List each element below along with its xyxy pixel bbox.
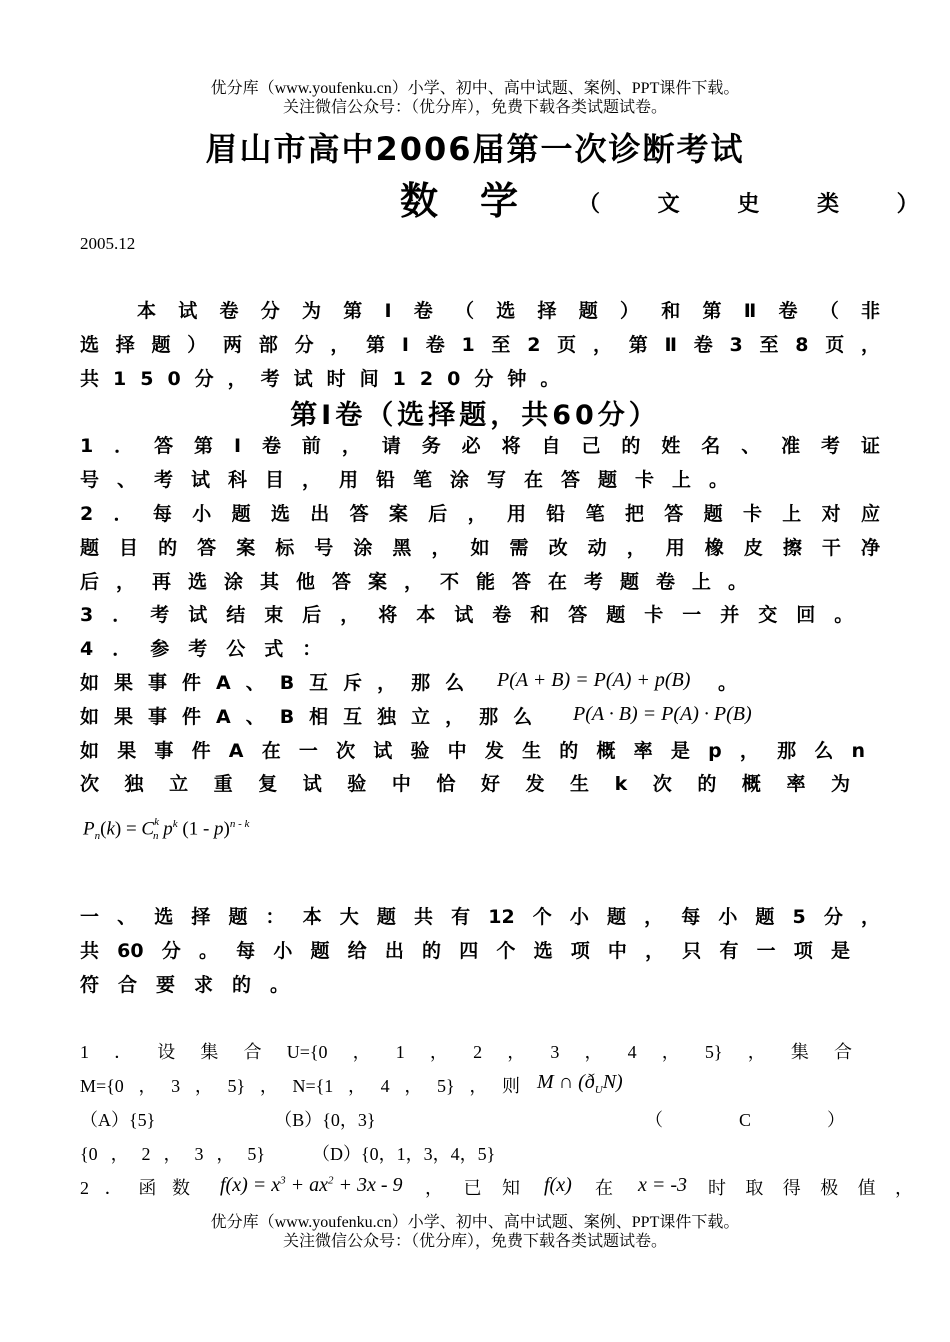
q2-text-4: 时取得极值，: [708, 1178, 913, 1198]
formula-1: P(A + B) = P(A) + p(B): [497, 669, 691, 691]
q1-option-c-value: {0，2，3，5}: [80, 1144, 265, 1164]
exam-subject-type: （ 文 史 类 ）: [578, 192, 944, 217]
page-header-line1: 优分库（www.youfenku.cn）小学、初中、高中试题、案例、PPT课件下载。: [210, 80, 740, 97]
q1-stem-line-2: M={0，3，5}，N={1，4，5}，则: [80, 1076, 520, 1096]
note-2a: 2．每小题选出答案后，用铅笔把答题卡上对应: [80, 503, 880, 525]
q2-text-2: ，已知: [425, 1178, 520, 1198]
page-footer-line1: 优分库（www.youfenku.cn）小学、初中、高中试题、案例、PPT课件下载。: [210, 1214, 740, 1231]
q1-formula: M ∩ $(ð_UN)$: [537, 1071, 623, 1096]
note-1b: 号、考试科目，用铅笔涂写在答题卡上。: [80, 469, 747, 491]
formula-1-end: 。: [718, 672, 738, 694]
page-footer-line2: 关注微信公众号：（优分库），免费下载各类试题试卷。: [282, 1233, 667, 1250]
q2-text-1: 函数: [138, 1178, 191, 1198]
part-1-line-1: 一、选择题：本大题共有12个小题，每小题5分，: [80, 906, 880, 928]
formula-3-line-1: 如果事件A在一次试验中发生的概率是p，那么n: [80, 740, 865, 762]
formula-2: P(A · B) = P(A) · P(B): [573, 703, 752, 725]
intro-line-3: 共150分，考试时间120分钟。: [80, 368, 574, 390]
q1-option-a: （A）{5}: [80, 1110, 156, 1130]
note-3: 3．考试结束后，将本试卷和答题卡一并交回。: [80, 604, 873, 626]
formula-3-line-2: 次独立重复试验中恰好发生k次的概率为: [80, 773, 850, 795]
section-1-title: 第Ⅰ卷（选择题，共60分）: [290, 400, 660, 431]
note-4: 4．参考公式：: [80, 638, 341, 660]
q1-option-c: （C）: [645, 1110, 845, 1130]
intro-line-1: 本试卷分为第Ⅰ卷（选择题）和第Ⅱ卷（非: [137, 300, 880, 322]
q1-options-ab: [80, 1108, 420, 1132]
page-header-line2: 关注微信公众号：（优分库），免费下载各类试题试卷。: [282, 99, 667, 116]
exam-title: 眉山市高中2006届第一次诊断考试: [205, 130, 745, 168]
formula-1-text: 如果事件A、B互斥，那么: [80, 672, 480, 694]
q1-option-d: （D）{0，1，3，4，5}: [312, 1144, 496, 1164]
part-1-line-2: 共60分。每小题给出的四个选项中，只有一项是: [80, 940, 850, 962]
q2-condition: x = -3: [638, 1174, 688, 1196]
note-1a: 1．答第Ⅰ卷前，请务必将自己的姓名、准考证: [80, 435, 880, 457]
note-2c: 后，再选涂其他答案，不能答在考题卷上。: [80, 571, 765, 593]
formula-3: $P_n(k) = C^k_n$ $p^k$ (1 - p)$^{n - k}$: [83, 816, 250, 843]
q2-lead: [80, 1176, 190, 1200]
q1-stem-line-1: 1．设集合U={0，1，2，3，4，5}，集合: [80, 1042, 852, 1062]
q1-option-b: （B）{0，3}: [274, 1110, 376, 1130]
note-2b: 题目的答案标号涂黑，如需改动，用橡皮擦干净: [80, 537, 880, 559]
q2-formula: $f(x) = x^3 + ax^2 + 3x - 9$: [220, 1174, 403, 1196]
formula-2-text: 如果事件A、B相互独立，那么: [80, 706, 548, 728]
intro-line-2: 选择题）两部分，第Ⅰ卷1至2页，第Ⅱ卷3至8页，: [80, 334, 880, 356]
q2-number: 2．: [80, 1178, 139, 1198]
part-1-line-3: 符合要求的。: [80, 974, 309, 996]
q2-text-3: 在: [595, 1178, 613, 1198]
exam-subject: 数学: [400, 179, 561, 223]
exam-date: 2005.12: [80, 234, 136, 253]
q2-fx: f(x): [544, 1174, 572, 1196]
